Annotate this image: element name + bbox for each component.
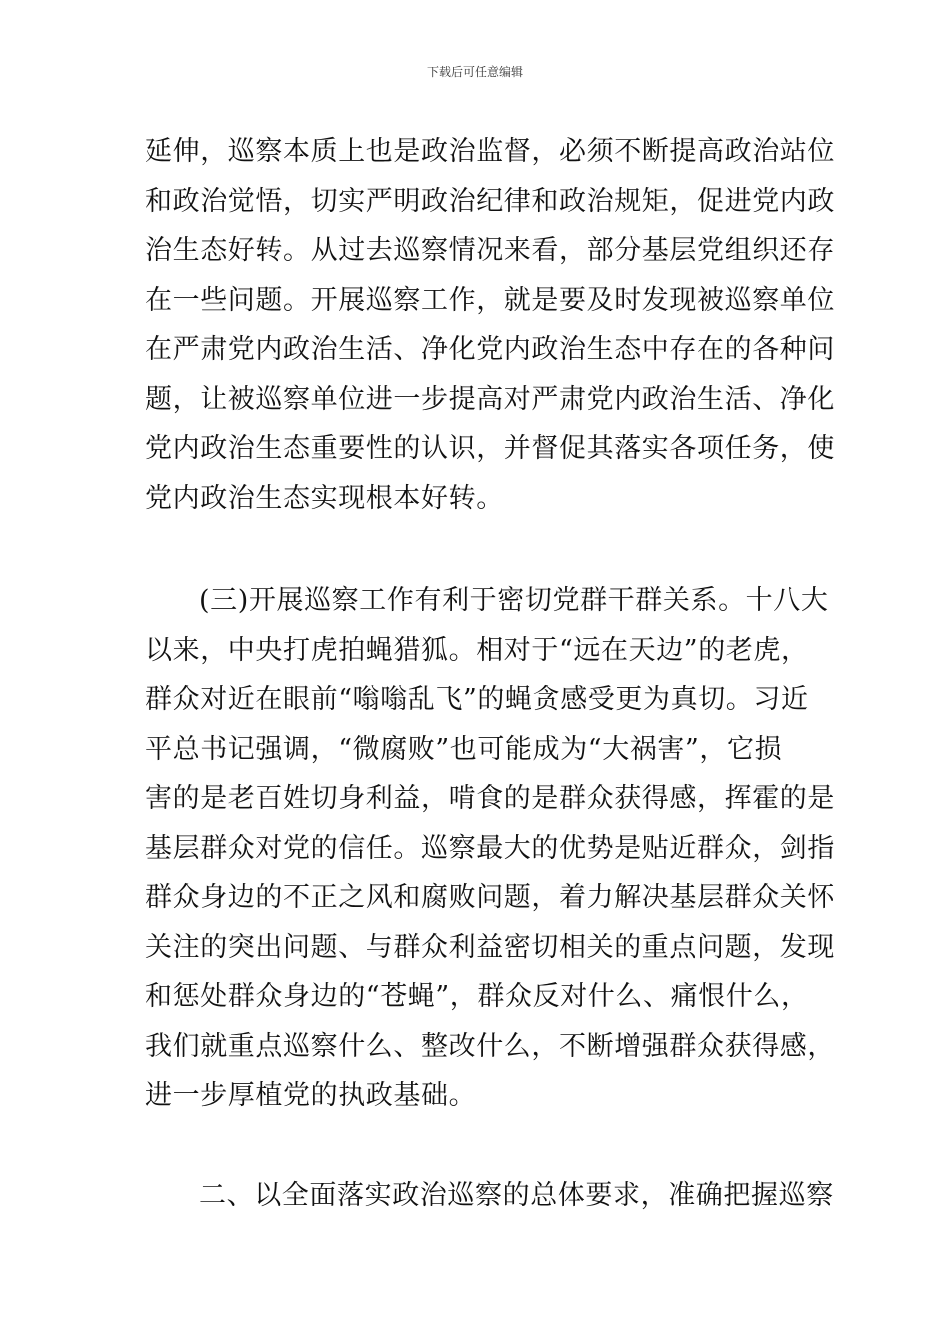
text-line: 群众身边的不正之风和腐败问题，着力解决基层群众关怀 — [145, 882, 835, 913]
text-line: 害的是老百姓切身利益，啃食的是群众获得感，挥霍的是 — [145, 783, 835, 814]
text-line: (三)开展巡察工作有利于密切党群干群关系。十八大 — [199, 585, 829, 616]
text-line: 二、以全面落实政治巡察的总体要求，准确把握巡察 — [199, 1180, 834, 1211]
section-heading-two — [145, 1171, 834, 1221]
text-line: 在严肃党内政治生活、净化党内政治生态中存在的各种问 — [145, 334, 835, 365]
paragraph-continuation — [145, 127, 835, 523]
text-line: 党内政治生态实现根本好转。 — [145, 482, 504, 514]
text-line: 在一些问题。开展巡察工作，就是要及时发现被巡察单位 — [145, 284, 835, 316]
text-line: 党内政治生态重要性的认识，并督促其落实各项任务，使 — [145, 433, 835, 464]
paragraph-section-three — [145, 576, 835, 1121]
text-line: 和惩处群众身边的“苍蝇”，群众反对什么、痛恨什么， — [145, 981, 809, 1012]
text-line: 和政治觉悟，切实严明政治纪律和政治规矩，促进党内政 — [145, 185, 835, 217]
page-header-note: 下载后可任意编辑 — [426, 65, 523, 79]
text-line: 以来，中央打虎拍蝇猎狐。相对于“远在天边”的老虎， — [145, 634, 809, 666]
text-line: 进一步厚植党的执政基础。 — [145, 1080, 477, 1111]
text-line: 关注的突出问题、与群众利益密切相关的重点问题，发现 — [145, 931, 835, 963]
text-line: 平总书记强调，“微腐败”也可能成为“大祸害”，它损 — [145, 733, 783, 765]
text-line: 治生态好转。从过去巡察情况来看，部分基层党组织还存 — [145, 235, 835, 266]
text-line: 群众对近在眼前“嗡嗡乱飞”的蝇贪感受更为真切。习近 — [145, 684, 809, 715]
text-line: 延伸，巡察本质上也是政治监督，必须不断提高政治站位 — [145, 136, 835, 167]
text-line: 我们就重点巡察什么、整改什么，不断增强群众获得感， — [145, 1030, 835, 1062]
text-line: 基层群众对党的信任。巡察最大的优势是贴近群众，剑指 — [145, 832, 835, 864]
text-line: 题，让被巡察单位进一步提高对严肃党内政治生活、净化 — [145, 383, 835, 415]
